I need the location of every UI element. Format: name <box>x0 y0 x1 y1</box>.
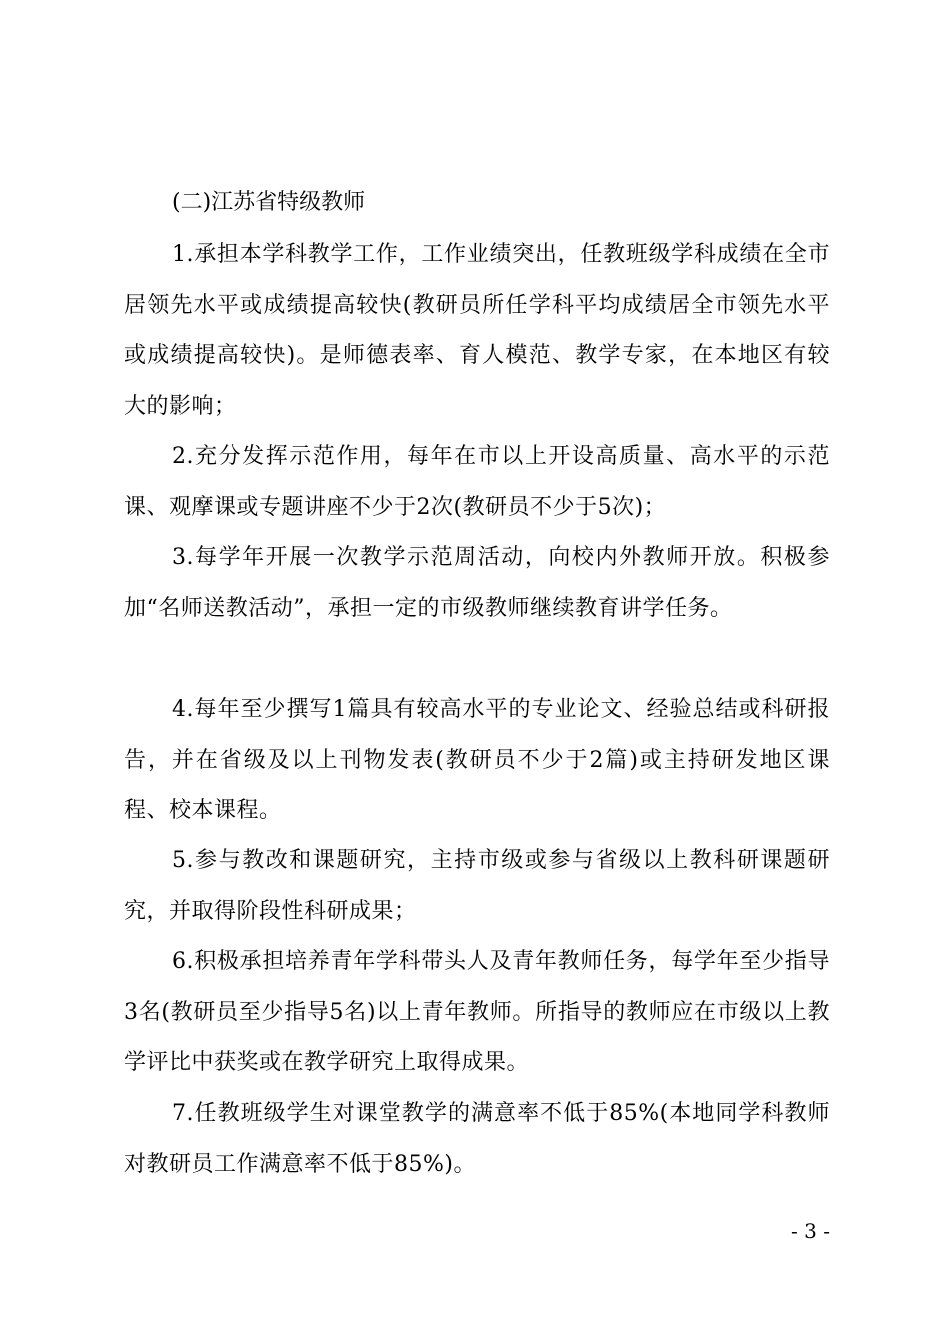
paragraph-6: 6.积极承担培养青年学科带头人及青年教师任务，每学年至少指导3名(教研员至少指导5名)以上青年教师。所指导的教师应在市级以上教学评比中获奖或在教学研究上取得成果。 <box>124 949 830 1075</box>
paragraph-7: 7.任教班级学生对课堂教学的满意率不低于85%(本地同学科教师对教研员工作满意率不低于85%)。 <box>124 1101 830 1177</box>
section-heading: (二)江苏省特级教师 <box>172 190 366 215</box>
paragraph-3: 3.每学年开展一次教学示范周活动，向校内外教师开放。积极参加“名师送教活动”，承担一定的市级教师继续教育讲学任务。 <box>124 545 830 621</box>
paragraph-4: 4.每年至少撰写1篇具有较高水平的专业论文、经验总结或科研报告，并在省级及以上刊物发表(教研员不少于2篇)或主持研发地区课程、校本课程。 <box>124 697 830 823</box>
page-number: - 3 - <box>791 1219 830 1243</box>
paragraph-2: 2.充分发挥示范作用，每年在市以上开设高质量、高水平的示范课、观摩课或专题讲座不少于2次(教研员不少于5次)； <box>124 444 830 520</box>
paragraph-5: 5.参与教改和课题研究，主持市级或参与省级以上教科研课题研究，并取得阶段性科研成果； <box>124 848 830 924</box>
paragraph-1: 1.承担本学科教学工作，工作业绩突出，任教班级学科成绩在全市居领先水平或成绩提高较快(教研员所任学科平均成绩居全市领先水平或成绩提高较快)。是师德表率、育人模范、教学专家，在本地区有较大的影响； <box>124 242 830 419</box>
